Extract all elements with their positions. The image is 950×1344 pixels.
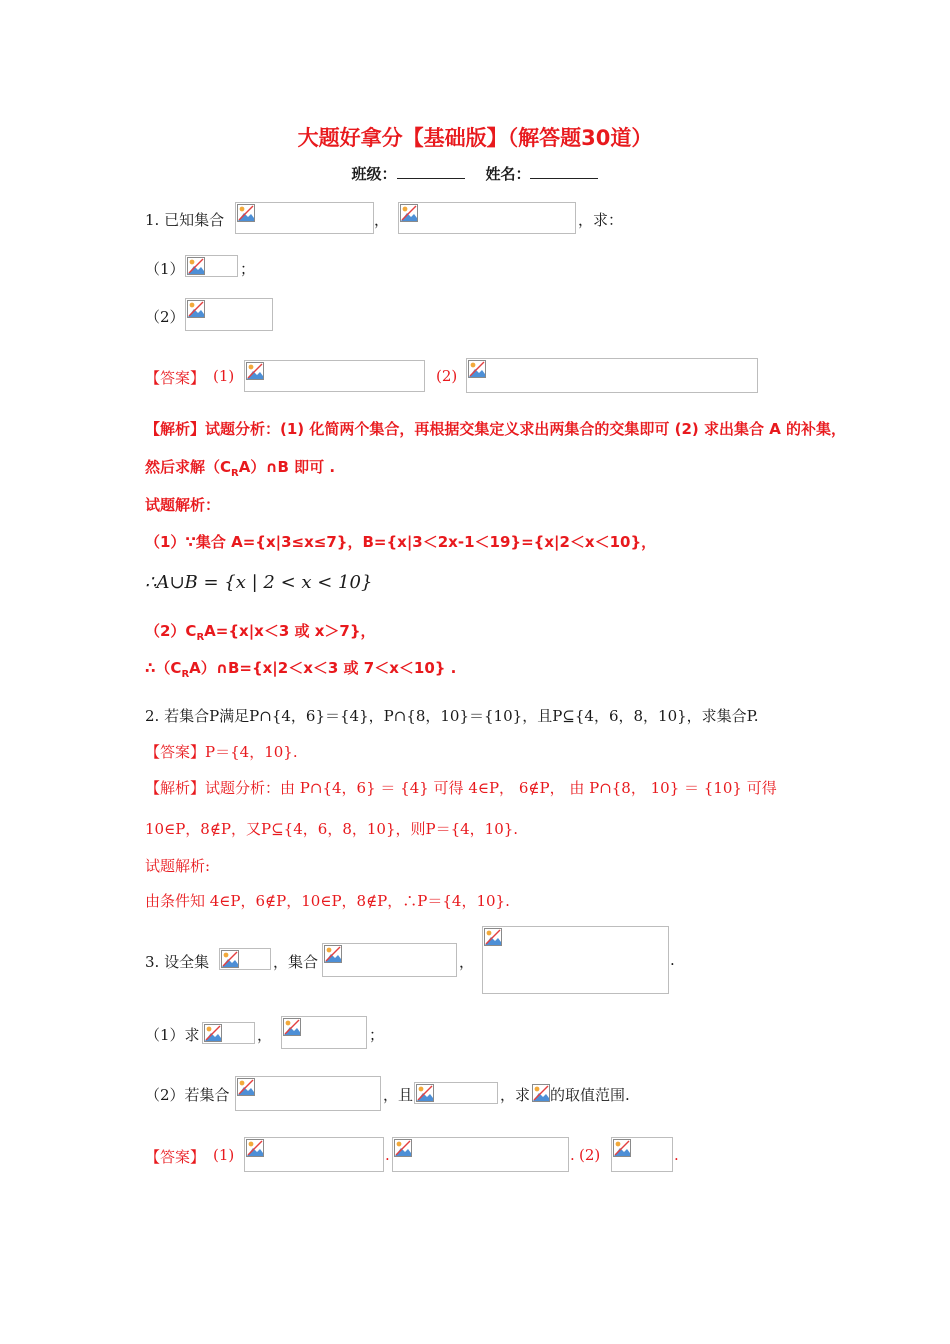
q3-part2-label: （2）若集合 xyxy=(145,1086,230,1104)
q1-comma: ， xyxy=(374,211,390,229)
q1-part1-end: ； xyxy=(240,260,256,278)
q2-answer: P＝{4，10}. xyxy=(205,743,298,761)
q3-set-c-image xyxy=(235,1076,381,1111)
class-name-line xyxy=(0,163,950,184)
q3-stem-prefix: 3. 设全集 xyxy=(145,953,210,971)
q1-analysis-sub: R xyxy=(231,468,239,479)
q1-answer-tag: 【答案】 xyxy=(145,369,206,387)
q1-analysis-line2 xyxy=(145,456,335,479)
broken-image-icon xyxy=(237,204,255,222)
q1-step4 xyxy=(145,657,456,680)
q1-set-b-image xyxy=(398,202,576,234)
name-blank[interactable] xyxy=(530,164,598,179)
broken-image-icon xyxy=(187,257,205,275)
broken-image-icon xyxy=(468,360,486,378)
q2-analysis-line1 xyxy=(145,777,777,798)
broken-image-icon xyxy=(416,1084,434,1102)
q3-answer-dot2: . xyxy=(570,1146,575,1164)
q3-answer-dot3: . xyxy=(674,1146,679,1164)
q3-part1-label: （1）求 xyxy=(145,1026,200,1044)
q1-analysis-text2: 然后求解（C xyxy=(145,458,232,476)
q3-answer-1b-image xyxy=(392,1137,569,1172)
broken-image-icon xyxy=(394,1139,412,1157)
q2-analysis-tag: 【解析】 xyxy=(145,779,206,797)
q3-comma2: ， xyxy=(459,953,475,971)
q1-answer-1-image xyxy=(244,360,425,392)
q3-part1-image1 xyxy=(202,1022,255,1044)
broken-image-icon xyxy=(484,928,502,946)
q3-set-a-image xyxy=(322,943,457,977)
q1-step3-sub: R xyxy=(196,632,205,643)
q3-part2-mid2: ，求 xyxy=(500,1086,531,1104)
q2-analysis-line2: 10∈P，8∉P，又P⊆{4，6，8，10}，则P＝{4，10}. xyxy=(145,820,519,838)
q3-variable-image xyxy=(532,1083,550,1103)
broken-image-icon xyxy=(283,1018,301,1036)
q3-part2-mid: ，且 xyxy=(383,1086,414,1104)
q1-stem-suffix: ，求： xyxy=(578,211,624,229)
q3-condition-image xyxy=(414,1082,498,1104)
q1-part1-image xyxy=(185,255,238,277)
q1-step3 xyxy=(145,620,376,643)
class-label: 班级： xyxy=(351,165,397,183)
q1-step4-sub: R xyxy=(181,669,190,680)
document-title: 大题好拿分【基础版】（解答题30道） xyxy=(297,126,653,150)
broken-image-icon xyxy=(187,300,205,318)
q1-analysis-text3: A）∩B 即可 . xyxy=(238,458,336,476)
q1-step1: （1）∵集合 A={x|3≤x≤7}，B={x|3＜2x-1＜19}={x|2＜x＜10}， xyxy=(145,533,657,551)
q3-answer-2-image xyxy=(611,1137,673,1172)
broken-image-icon xyxy=(246,362,264,380)
q2-analysis1: 试题分析：由 P∩{4，6} ＝ {4} 可得 4∈P， 6∉P， 由 P∩{8， 10} ＝ {10} 可得 xyxy=(205,779,777,797)
q1-step4-a: ∴（C xyxy=(145,659,182,677)
q3-answer-dot1: . xyxy=(385,1146,390,1164)
q1-answer-1-label: (1) xyxy=(213,367,235,385)
q2-solution-tag: 试题解析: xyxy=(145,857,211,875)
broken-image-icon xyxy=(246,1139,264,1157)
q3-answer-2-label: (2) xyxy=(579,1146,601,1164)
name-label: 姓名： xyxy=(485,165,531,183)
q2-stem: 2. 若集合P满足P∩{4，6}＝{4}，P∩{8，10}＝{10}，且P⊆{4，6，8，10}，求集合P. xyxy=(145,707,759,725)
broken-image-icon xyxy=(324,945,342,963)
q1-step3-b: A={x|x＜3 或 x＞7}， xyxy=(204,622,376,640)
q3-part1-end: ； xyxy=(369,1026,385,1044)
q1-step4-b: A）∩B={x|2＜x＜3 或 7＜x＜10} . xyxy=(189,659,457,677)
q1-part2-label: （2） xyxy=(145,308,185,326)
broken-image-icon xyxy=(204,1024,222,1042)
q1-part2-image xyxy=(185,298,273,331)
q3-answer-1a-image xyxy=(244,1137,384,1172)
q3-answer-tag: 【答案】 xyxy=(145,1148,206,1166)
q3-universal-set-image xyxy=(219,948,271,970)
q3-comma1: ，集合 xyxy=(273,953,319,971)
q1-analysis-text: 试题分析：(1) 化简两个集合，再根据交集定义求出两集合的交集即可 (2) 求出集合 A 的补集， xyxy=(205,420,847,438)
q1-step2: ∴A∪B = {x | 2 < x < 10} xyxy=(145,572,373,593)
q3-period: . xyxy=(670,951,675,969)
broken-image-icon xyxy=(613,1139,631,1157)
q1-solution-tag: 试题解析： xyxy=(145,496,221,514)
broken-image-icon xyxy=(400,204,418,222)
broken-image-icon xyxy=(532,1084,550,1102)
q1-analysis-line1 xyxy=(145,418,846,439)
q1-stem-prefix: 1. 已知集合 xyxy=(145,211,225,229)
q3-set-b-image xyxy=(482,926,669,994)
q1-set-a-image xyxy=(235,202,374,234)
q2-answer-line xyxy=(145,741,298,762)
q2-solution: 由条件知 4∈P，6∉P，10∈P，8∉P，∴P＝{4，10}. xyxy=(145,892,510,910)
q3-part1-comma: ， xyxy=(257,1026,273,1044)
q1-answer-2-label: (2) xyxy=(436,367,458,385)
q1-part1-label: （1） xyxy=(145,260,185,278)
class-blank[interactable] xyxy=(397,164,465,179)
q1-step3-a: （2）C xyxy=(145,622,197,640)
q2-answer-tag: 【答案】 xyxy=(145,743,206,761)
q1-analysis-tag: 【解析】 xyxy=(145,420,206,438)
q3-answer-1-label: (1) xyxy=(213,1146,235,1164)
q3-part2-end: 的取值范围. xyxy=(550,1086,630,1104)
q3-part1-image2 xyxy=(281,1016,367,1049)
broken-image-icon xyxy=(221,950,239,968)
q1-answer-2-image xyxy=(466,358,758,393)
broken-image-icon xyxy=(237,1078,255,1096)
